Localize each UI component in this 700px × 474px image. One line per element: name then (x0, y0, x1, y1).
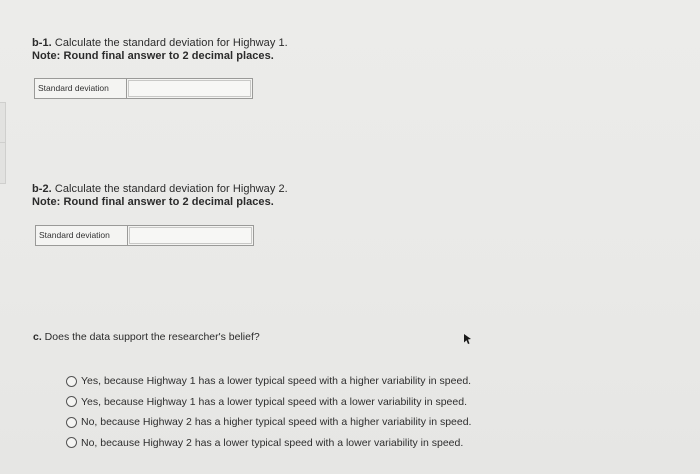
question-b1-prompt (32, 37, 288, 50)
option-1[interactable] (66, 371, 471, 392)
question-b1-number: b-1. (32, 37, 52, 49)
b2-field-label: Standard deviation (36, 226, 128, 245)
question-b2 (32, 183, 288, 209)
question-c-number: c. (33, 331, 42, 343)
radio-button-icon[interactable] (66, 376, 77, 387)
question-b2-number: b-2. (32, 183, 52, 195)
question-b2-prompt (32, 183, 288, 196)
question-b1 (32, 37, 288, 63)
question-c-text: Does the data support the researcher's belief? (41, 331, 260, 343)
radio-button-icon[interactable] (66, 396, 77, 407)
question-b1-note: Note: Round final answer to 2 decimal places. (32, 50, 274, 62)
option-2-label: Yes, because Highway 1 has a lower typical speed with a lower variability in speed. (81, 395, 467, 408)
b1-answer-row (34, 78, 253, 99)
question-b2-note: Note: Round final answer to 2 decimal places. (32, 196, 274, 208)
question-b2-text: Calculate the standard deviation for Highway 2. (51, 183, 288, 195)
option-3[interactable] (66, 412, 471, 433)
b1-field-label: Standard deviation (35, 79, 127, 98)
question-c (33, 331, 260, 343)
answer-options (66, 371, 471, 453)
radio-button-icon[interactable] (66, 417, 77, 428)
radio-button-icon[interactable] (66, 437, 77, 448)
option-1-label: Yes, because Highway 1 has a lower typical speed with a higher variability in speed. (81, 375, 472, 388)
side-panel-tab-divider (0, 142, 5, 183)
option-2[interactable] (66, 392, 471, 413)
option-4-label: No, because Highway 2 has a lower typical speed with a lower variability in speed. (81, 436, 464, 449)
question-b1-text: Calculate the standard deviation for Highway 1. (51, 37, 288, 49)
b2-answer-row (35, 225, 254, 246)
mouse-pointer-icon (463, 333, 472, 345)
option-4[interactable] (66, 433, 471, 454)
b1-standard-deviation-input[interactable] (128, 80, 251, 97)
b2-standard-deviation-input[interactable] (129, 227, 252, 244)
option-3-label: No, because Highway 2 has a higher typical speed with a higher variability in speed. (81, 416, 472, 429)
